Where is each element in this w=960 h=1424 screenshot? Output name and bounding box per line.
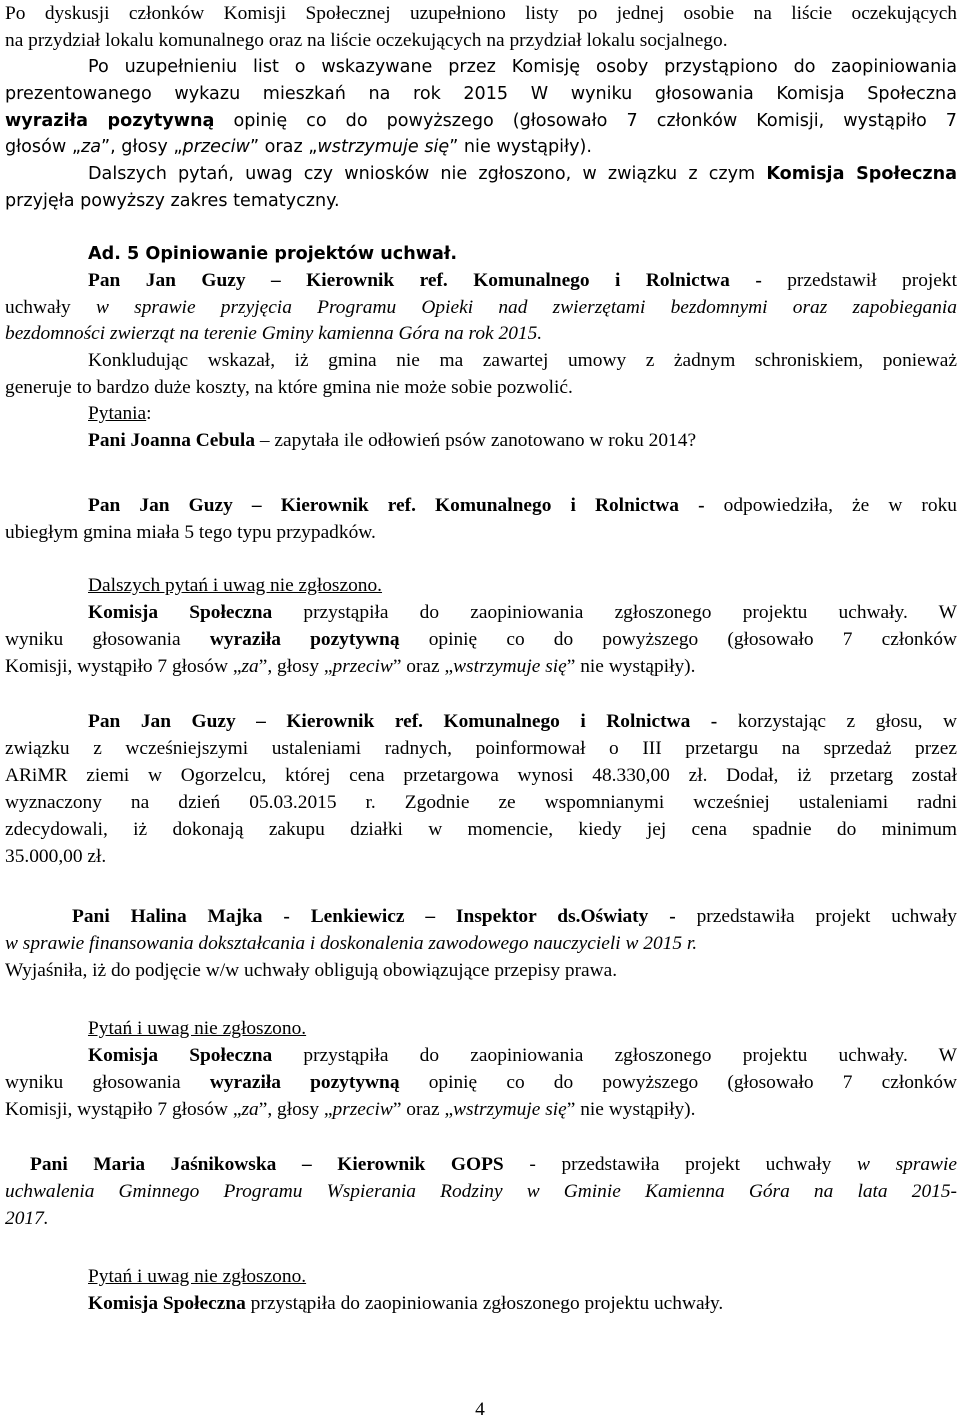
text-line: Dalszych pytań i uwag nie zgłoszono. <box>88 575 383 596</box>
text-line: na przydział lokalu komunalnego oraz na liście oczekujących na przydział lokalu socjalnego. <box>5 30 728 51</box>
text-line: Komisji, wystąpiło 7 głosów „za”, głosy „przeciw” oraz „wstrzymuje się” nie wystąpiły). <box>5 656 696 677</box>
text-line: prezentowanego wykazu mieszkań na rok 2015 W wyniku głosowania Komisja Społeczna <box>5 84 957 104</box>
text-line: Pani Maria Jaśnikowska – Kierownik GOPS - przedstawiła projekt uchwały w sprawie <box>30 1154 957 1175</box>
text-line: wyznaczony na dzień 05.03.2015 r. Zgodnie ze wspomnianymi wcześniej ustaleniami radni <box>5 792 957 813</box>
text-line: uchwalenia Gminnego Programu Wspierania Rodziny w Gminie Kamienna Góra na lata 2015- <box>5 1181 957 1202</box>
text-line: Pani Halina Majka - Lenkiewicz – Inspektor ds.Oświaty - przedstawiła projekt uchwały <box>72 906 957 927</box>
text-line: Komisji, wystąpiło 7 głosów „za”, głosy „przeciw” oraz „wstrzymuje się” nie wystąpiły). <box>5 1099 696 1120</box>
text-line: Po uzupełnieniu list o wskazywane przez Komisję osoby przystąpiono do zaopiniowania <box>88 57 957 77</box>
text-line: ARiMR ziemi w Ogorzelcu, której cena przetargowa wynosi 48.330,00 zł. Dodał, iż przetarg został <box>5 765 957 786</box>
text-line: głosów „za”, głosy „przeciw” oraz „wstrzymuje się” nie wystąpiły). <box>5 137 592 157</box>
page-number: 4 <box>475 1399 485 1420</box>
text-line: 35.000,00 zł. <box>5 846 107 867</box>
text-line: Pytania: <box>88 403 152 424</box>
text-line: generuje to bardzo duże koszty, na które gmina nie może sobie pozwolić. <box>5 377 573 398</box>
text-line: Pani Joanna Cebula – zapytała ile odłowień psów zanotowano w roku 2014? <box>88 430 697 451</box>
text-line: przyjęła powyższy zakres tematyczny. <box>5 191 340 211</box>
text-line: związku z wcześniejszymi ustaleniami radnych, poinformował o III przetargu na sprzedaż przez <box>5 738 957 759</box>
text-line: wyraziła pozytywną opinię co do powyższego (głosowało 7 członków Komisji, wystąpiło 7 <box>5 111 957 131</box>
text-line: Dalszych pytań, uwag czy wniosków nie zgłoszono, w związku z czym Komisja Społeczna <box>88 164 958 184</box>
text-line: Po dyskusji członków Komisji Społecznej uzupełniono listy po jednej osobie na liście oczekujących <box>5 3 957 24</box>
text-line: wyniku głosowania wyraziła pozytywną opinię co do powyższego (głosowało 7 członków <box>5 1072 957 1093</box>
text-line: Pytań i uwag nie zgłoszono. <box>88 1018 307 1039</box>
text-line: Konkludując wskazał, iż gmina nie ma zawartej umowy z żadnym schroniskiem, ponieważ <box>88 350 957 371</box>
text-line: w sprawie finansowania dokształcania i doskonalenia zawodowego nauczycieli w 2015 r. <box>5 933 698 954</box>
text-line: Pan Jan Guzy – Kierownik ref. Komunalnego i Rolnictwa - przedstawił projekt <box>88 270 957 291</box>
text-line: uchwały w sprawie przyjęcia Programu Opieki nad zwierzętami bezdomnymi oraz zapobiegania <box>5 297 957 318</box>
text-line: Komisja Społeczna przystąpiła do zaopiniowania zgłoszonego projektu uchwały. W <box>88 602 957 623</box>
text-line: bezdomności zwierząt na terenie Gminy kamienna Góra na rok 2015. <box>5 323 543 344</box>
text-line: wyniku głosowania wyraziła pozytywną opinię co do powyższego (głosowało 7 członków <box>5 629 957 650</box>
text-line: 2017. <box>5 1208 49 1229</box>
text-line: Komisja Społeczna przystąpiła do zaopiniowania zgłoszonego projektu uchwały. <box>88 1293 724 1314</box>
text-line: Pan Jan Guzy – Kierownik ref. Komunalnego i Rolnictwa - korzystając z głosu, w <box>88 711 957 732</box>
text-line: ubiegłym gmina miała 5 tego typu przypadków. <box>5 522 376 543</box>
text-line: Wyjaśniła, iż do podjęcie w/w uchwały obligują obowiązujące przepisy prawa. <box>5 960 618 981</box>
text-line: Pytań i uwag nie zgłoszono. <box>88 1266 307 1287</box>
section-heading: Ad. 5 Opiniowanie projektów uchwał. <box>88 244 458 264</box>
text-line: Pan Jan Guzy – Kierownik ref. Komunalnego i Rolnictwa - odpowiedziła, że w roku <box>88 495 957 516</box>
text-line: Komisja Społeczna przystąpiła do zaopiniowania zgłoszonego projektu uchwały. W <box>88 1045 957 1066</box>
text-line: zdecydowali, iż dokonają zakupu działki w momencie, kiedy jej cena spadnie do minimum <box>5 819 957 840</box>
